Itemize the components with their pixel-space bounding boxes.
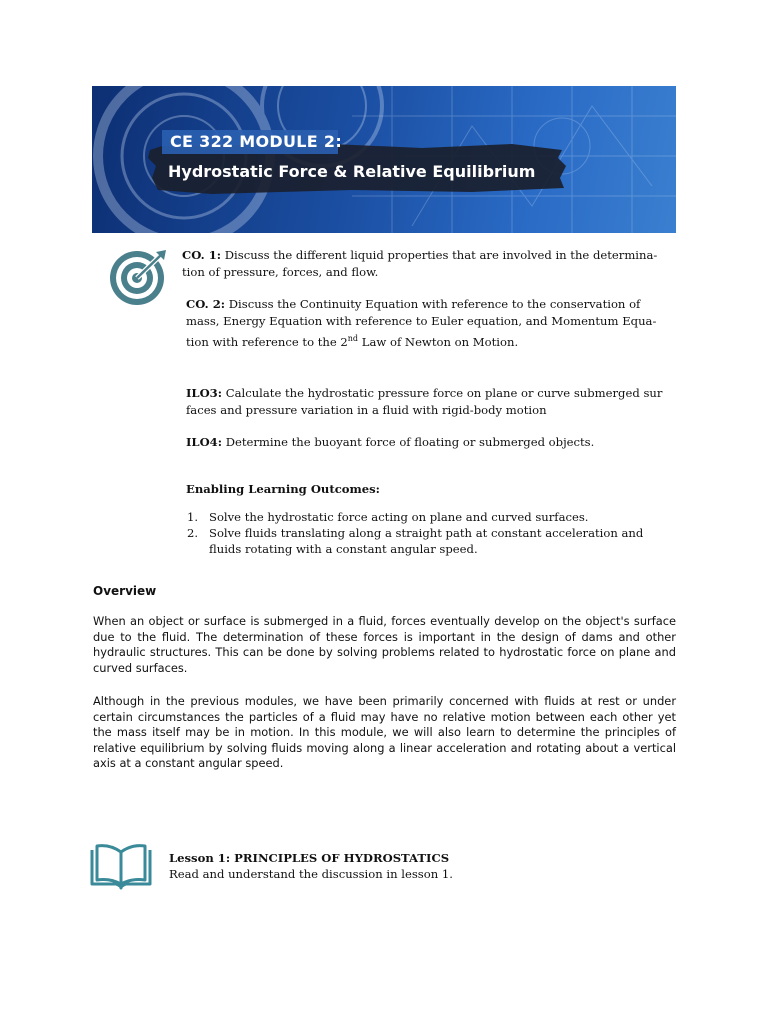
ilo4-text: Determine the buoyant force of floating or submerged objects. — [222, 435, 595, 449]
co2-text-line3b: Law of Newton on Motion. — [358, 334, 519, 349]
co1-label: CO. 1: — [182, 248, 222, 262]
enabling-heading-text: Enabling Learning Outcomes: — [186, 482, 380, 496]
lesson-title: Lesson 1: PRINCIPLES OF HYDROSTATICS — [169, 851, 450, 865]
list-item-number: 2. — [187, 526, 199, 540]
ilo-4 — [186, 434, 594, 451]
co1-text-line1: Discuss the different liquid properties that are involved in the determina- — [221, 248, 658, 262]
ilo3-text-line1: Calculate the hydrostatic pressure force on plane or curve submerged sur — [222, 386, 663, 400]
list-item-text: Solve fluids translating along a straight path at constant acceleration and — [209, 526, 644, 540]
co2-text-line1: Discuss the Continuity Equation with reference to the conservation of — [225, 297, 641, 311]
course-outcome-1 — [182, 247, 657, 281]
co2-text-line2: mass, Energy Equation with reference to Euler equation, and Momentum Equa- — [186, 314, 657, 328]
ilo-3 — [186, 385, 662, 419]
module-main-title: Hydrostatic Force & Relative Equilibrium — [168, 162, 536, 181]
ilo4-label: ILO4: — [186, 435, 223, 449]
course-outcome-2 — [186, 296, 656, 351]
overview-heading-text: Overview — [93, 584, 157, 598]
list-item — [187, 509, 657, 525]
ilo3-text-line2: faces and pressure variation in a fluid with rigid-body motion — [186, 403, 547, 417]
overview-paragraph-2: Although in the previous modules, we have been primarily concerned with fluids at rest or under certain circumstances the particles of a fluid may have no relative motion between each other yet the mass itself may be in motion. In this module, we will also learn to determine the principles of relative equilibrium by solving fluids moving along a linear acceleration and rotating about a vertical axis at a constant angular speed. — [93, 694, 676, 771]
co2-label: CO. 2: — [186, 297, 226, 311]
enabling-heading — [186, 481, 380, 498]
module-code-title: CE 322 MODULE 2: — [170, 132, 343, 151]
lesson-instruction: Read and understand the discussion in lesson 1. — [169, 867, 453, 881]
overview-paragraph-1: When an object or surface is submerged in a fluid, forces eventually develop on the object's surface due to the fluid. The determination of these forces is important in the design of dams and other hydraulic structures. This can be done by solving problems related to hydrostatic force on plane and curved surfaces. — [93, 614, 676, 675]
module-banner — [92, 86, 676, 233]
target-icon — [108, 248, 170, 306]
lesson-block — [169, 850, 453, 882]
enabling-list — [187, 509, 657, 557]
co1-text-line2: tion of pressure, forces, and flow. — [182, 265, 379, 279]
list-item-text-continued: fluids rotating with a constant angular speed. — [209, 542, 478, 556]
co2-text-line3a: tion with reference to the 2 — [186, 334, 348, 349]
co2-superscript: nd — [347, 334, 359, 343]
open-book-icon — [88, 842, 154, 890]
ilo3-label: ILO3: — [186, 386, 223, 400]
overview-heading — [93, 583, 156, 600]
enabling-list-wrapper — [187, 509, 657, 557]
list-item-number: 1. — [187, 510, 199, 524]
list-item-text: Solve the hydrostatic force acting on plane and curved surfaces. — [209, 510, 589, 524]
list-item — [187, 525, 657, 557]
